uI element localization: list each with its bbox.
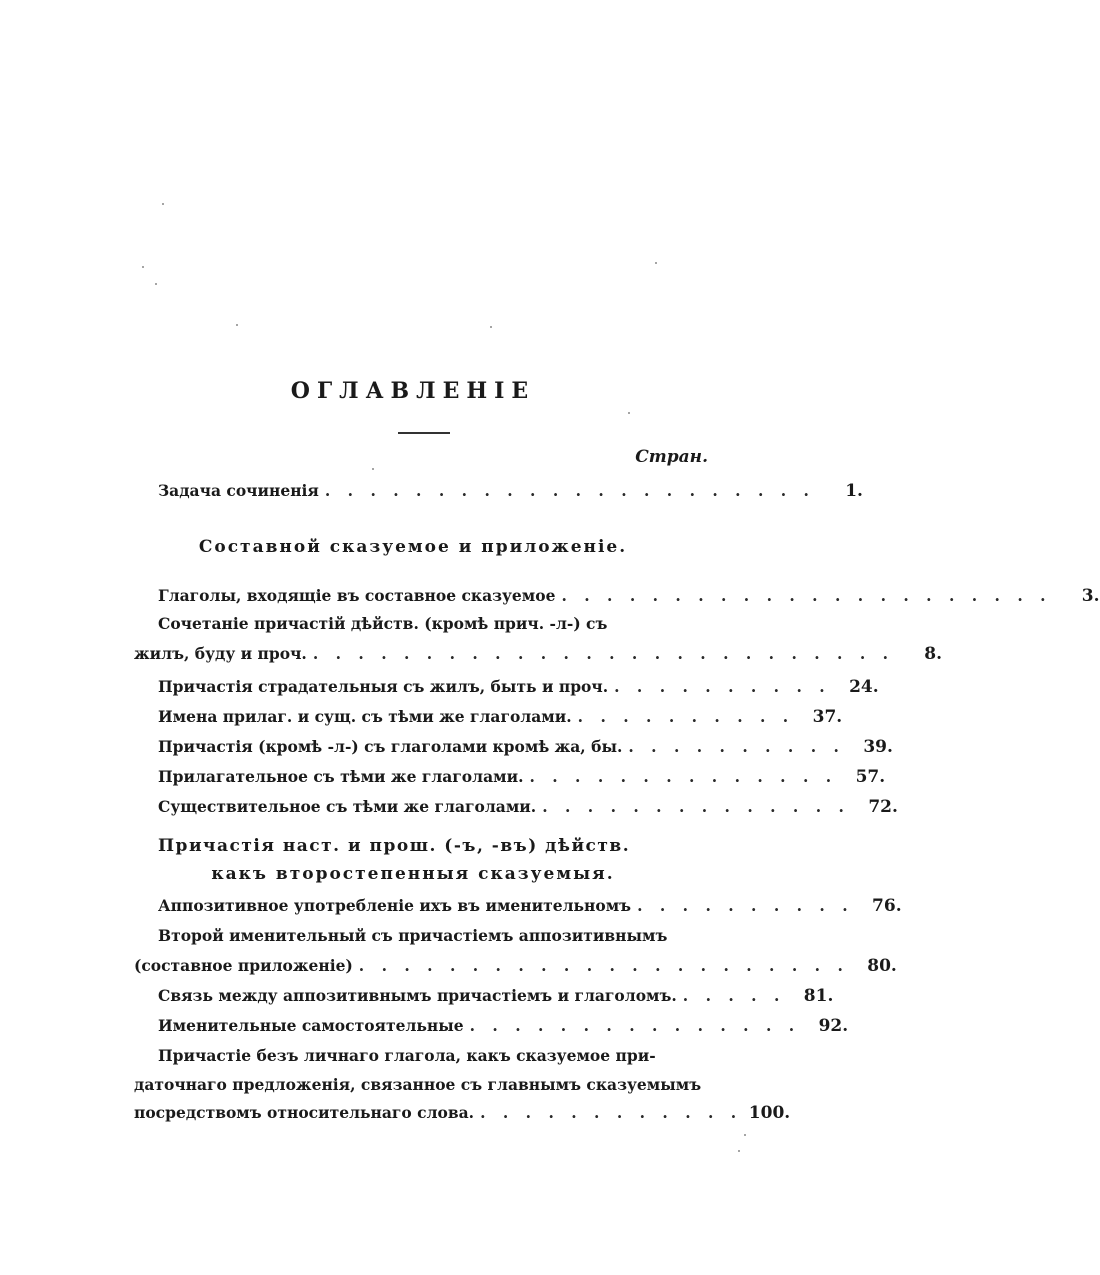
toc-entry: [158, 896, 902, 920]
dot-leader: . . . . . . . . . . . . . . . . . . . . . . . . . .: [312, 644, 895, 663]
entry-page: 72.: [868, 797, 898, 817]
entry-title-line: посредствомъ относительнаго слова.: [134, 1103, 475, 1122]
dot-leader: . . . . . . . . . . . . . . . . . . . . . .: [561, 586, 1052, 605]
entry-title: Причастія (кромѣ -л-) съ глаголами кромѣ жа, бы.: [158, 737, 623, 756]
entry-title: Прилагательное съ тѣми же глаголами.: [158, 767, 524, 786]
entry-title: Имена прилаг. и сущ. съ тѣми же глаголами.: [158, 707, 572, 726]
toc-entry: [158, 1016, 849, 1040]
toc-entry: [158, 767, 886, 791]
entry-page: 3.: [1081, 586, 1100, 606]
toc-entry: [158, 481, 863, 505]
entry-title: Связь между аппозитивнымъ причастіемъ и глаголомъ.: [158, 986, 677, 1005]
section-heading-line: Причастія наст. и прош. (-ъ, -въ) дѣйств.: [158, 836, 631, 856]
toc-entry: [134, 1103, 791, 1127]
toc-entry: [134, 956, 897, 980]
entry-page: 76.: [872, 896, 902, 916]
entry-page: 1.: [845, 481, 863, 501]
entry-title: Существительное съ тѣми же глаголами.: [158, 797, 537, 816]
entry-title-line: (составное приложеніе): [134, 956, 353, 975]
dot-leader: . . . . . . . . . . . . . . .: [469, 1016, 801, 1035]
scan-speck: [490, 326, 492, 328]
dot-leader: . . . . . . . . . .: [577, 707, 795, 726]
toc-entry: [158, 677, 879, 701]
toc-entry: [158, 986, 834, 1010]
entry-page: 100.: [748, 1103, 791, 1123]
scan-speck: [236, 324, 238, 326]
entry-title: Причастія страдательныя съ жилъ, быть и проч.: [158, 677, 609, 696]
dot-leader: . . . . .: [682, 986, 786, 1005]
entry-title: Аппозитивное употребленіе ихъ въ именительномъ: [158, 896, 632, 915]
entry-page: 24.: [849, 677, 879, 697]
toc-entry: [158, 797, 898, 821]
section-heading-line: какъ второстепенныя сказуемыя.: [211, 864, 615, 884]
entry-title-line: даточнаго предложенія, связанное съ главнымъ сказуемымъ: [134, 1075, 702, 1094]
scan-speck: [738, 1150, 740, 1152]
entry-title-line: Второй именительный съ причастіемъ аппозитивнымъ: [158, 926, 668, 945]
dot-leader: . . . . . . . . . . . . . .: [542, 797, 850, 816]
scan-speck: [372, 468, 374, 470]
entry-page: 92.: [818, 1016, 849, 1036]
dot-leader: . . . . . . . . . .: [628, 737, 845, 756]
scan-speck: [162, 203, 164, 205]
entry-title: Именительные самостоятельные: [158, 1016, 464, 1035]
scan-speck: [142, 266, 144, 268]
entry-page: 37.: [812, 707, 843, 727]
dot-leader: . . . . . . . . . . . .: [480, 1103, 743, 1122]
entry-title: Задача сочиненія: [158, 481, 319, 500]
toc-entry: [134, 644, 943, 668]
dot-leader: . . . . . . . . . . . . . . . . . . . . . .: [324, 481, 815, 500]
dot-leader: . . . . . . . . . .: [614, 677, 831, 696]
scan-speck: [155, 283, 157, 285]
entry-title-line: Причастіе безъ личнаго глагола, какъ сказуемое при-: [158, 1046, 656, 1065]
entry-title-line: Сочетаніе причастій дѣйств. (кромѣ прич. -л-) съ: [158, 614, 608, 633]
toc-entry: [158, 586, 1100, 610]
entry-page: 57.: [855, 767, 886, 787]
dot-leader: . . . . . . . . . . . . . . . . . . . . . .: [358, 956, 849, 975]
page-column-label: Стран.: [635, 447, 708, 467]
scan-speck: [655, 262, 657, 264]
entry-page: 81.: [803, 986, 834, 1006]
entry-title-line: жилъ, буду и проч.: [134, 644, 307, 663]
section-heading: Составной сказуемое и приложеніе.: [198, 537, 628, 557]
scan-speck: [628, 412, 630, 414]
toc-entry: [158, 737, 893, 761]
entry-page: 8.: [924, 644, 943, 664]
entry-title: Глаголы, входящіе въ составное сказуемое: [158, 586, 556, 605]
page-title: ОГЛАВЛЕНIЕ: [290, 378, 536, 404]
dot-leader: . . . . . . . . . .: [637, 896, 854, 915]
title-rule: [398, 432, 450, 434]
entry-page: 39.: [863, 737, 893, 757]
toc-entry: [158, 707, 843, 731]
dot-leader: . . . . . . . . . . . . . .: [529, 767, 838, 786]
entry-page: 80.: [867, 956, 897, 976]
scan-speck: [744, 1134, 746, 1136]
